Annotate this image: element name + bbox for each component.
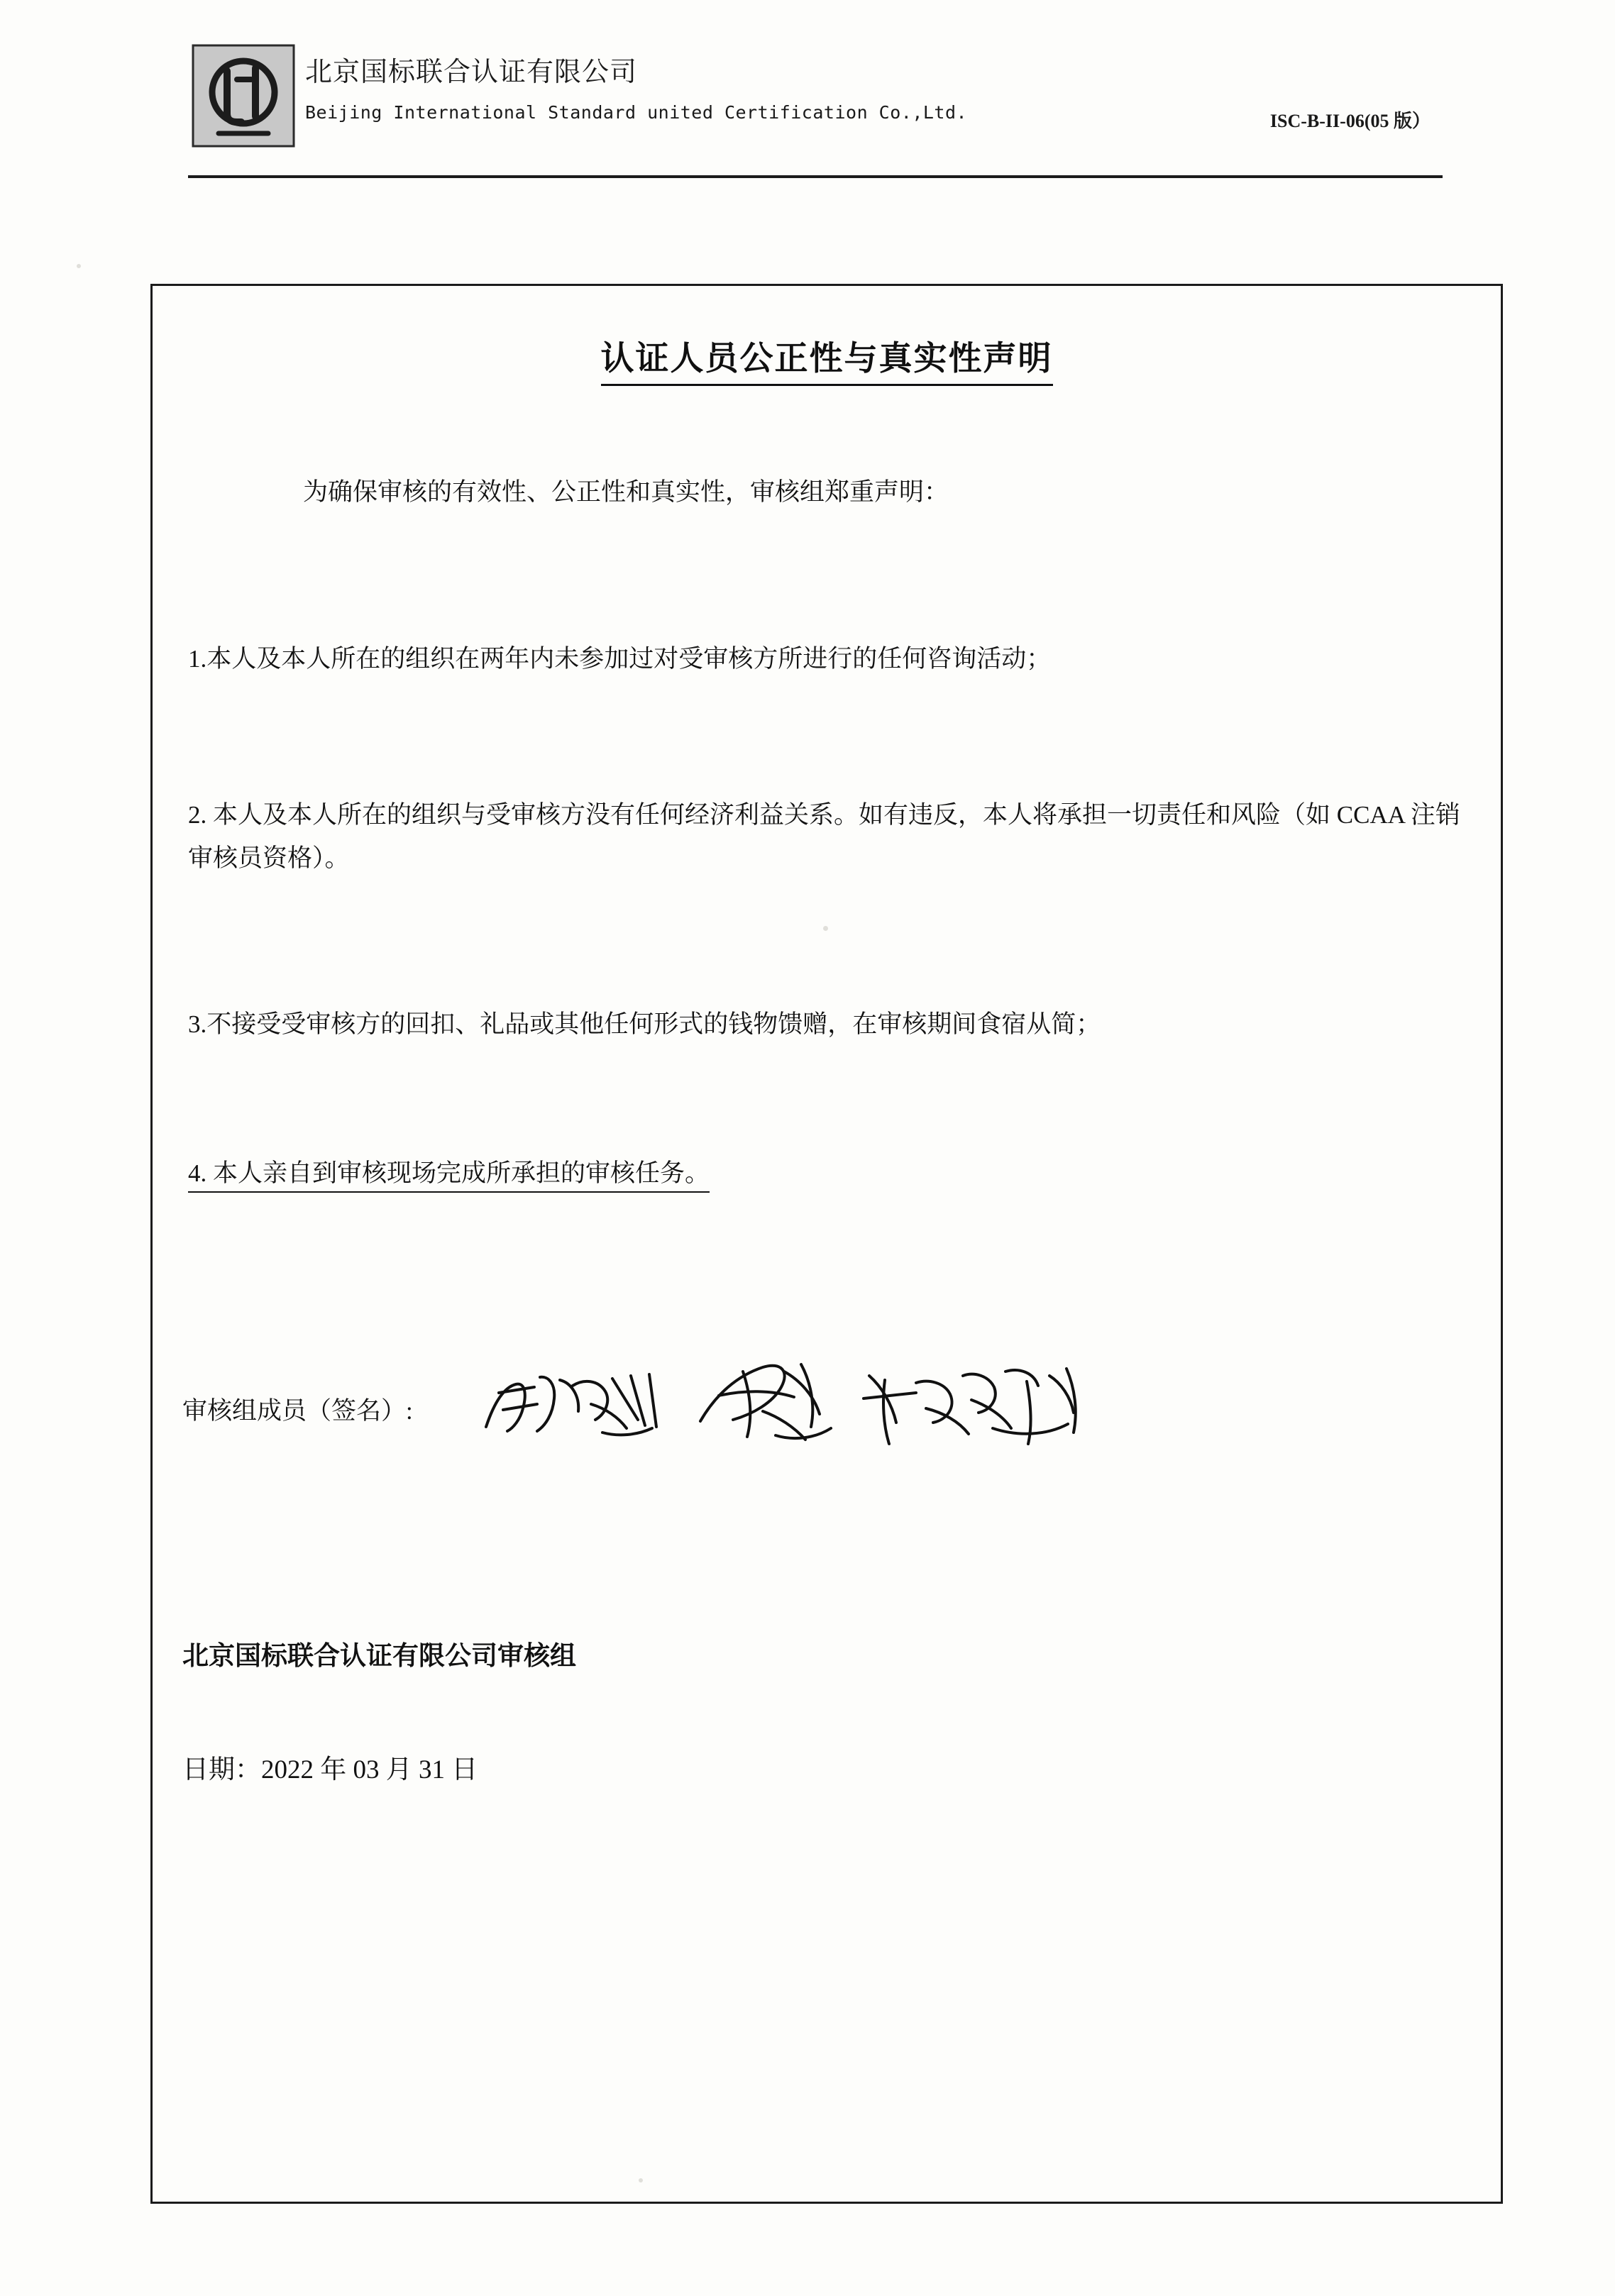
document-frame <box>150 284 1503 2204</box>
handwritten-signature-ink <box>466 1343 1176 1471</box>
company-name-cn: 北京国标联合认证有限公司 <box>305 56 638 87</box>
intro-paragraph: 为确保审核的有效性、公正性和真实性，审核组郑重声明： <box>303 478 949 506</box>
company-name-en: Beijing International Standard united Certification Co.,Ltd. <box>305 102 968 123</box>
organization-line: 北京国标联合认证有限公司审核组 <box>182 1640 576 1671</box>
signature-label: 审核组成员（签名）: <box>182 1397 413 1425</box>
header-divider <box>188 175 1443 178</box>
clause-4-text: 4. 本人亲自到审核现场完成所承担的审核任务。 <box>188 1159 710 1193</box>
date-line: 日期：2022 年 03 月 31 日 <box>182 1755 478 1784</box>
clause-4 <box>188 1152 1465 1195</box>
clause-3: 3.不接受受审核方的回扣、礼品或其他任何形式的钱物馈赠，在审核期间食宿从简； <box>188 1010 1101 1038</box>
page-title-text: 认证人员公正性与真实性声明 <box>601 339 1053 386</box>
document-code: ISC-B-II-06(05 版） <box>1269 111 1431 131</box>
scan-speck <box>639 2178 643 2182</box>
scan-speck <box>77 264 81 268</box>
signature-row <box>182 1371 1460 1492</box>
clause-1: 1.本人及本人所在的组织在两年内未参加过对受审核方所进行的任何咨询活动； <box>188 645 1052 673</box>
document-header <box>190 37 1439 158</box>
clause-2: 2. 本人及本人所在的组织与受审核方没有任何经济利益关系。如有违反，本人将承担一切责任和风险（如 CCAA 注销审核员资格）。 <box>188 801 1460 873</box>
company-seal-logo-icon <box>190 43 297 149</box>
scan-speck <box>823 926 828 931</box>
page-title <box>153 332 1501 380</box>
